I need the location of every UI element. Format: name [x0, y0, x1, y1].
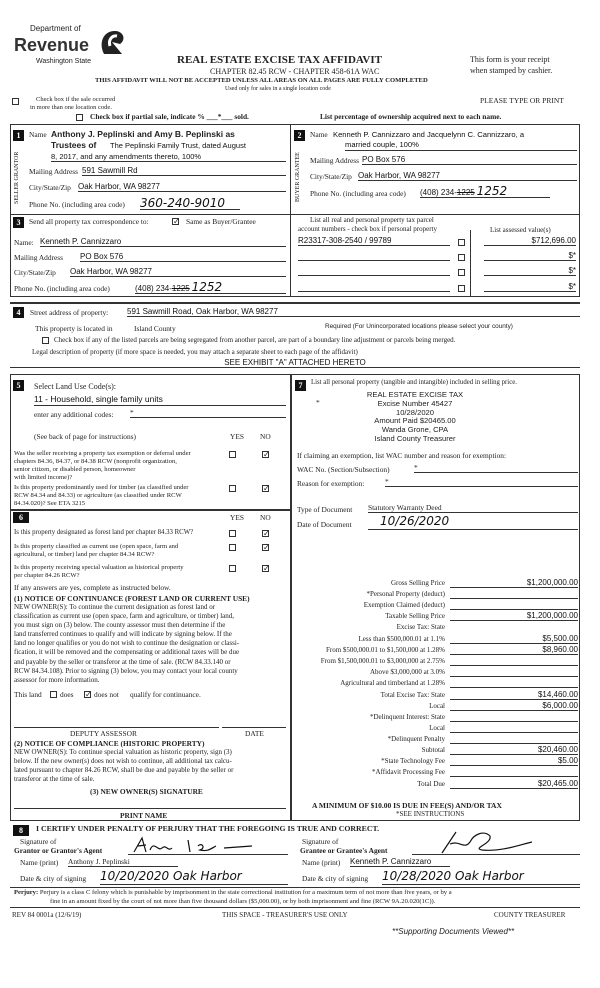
grantee-agent-label: Grantee or Grantee's Agent	[300, 846, 388, 855]
grantor-date-city: 10/20/2020 Oak Harbor	[100, 869, 242, 883]
same-as-buyer-checkbox[interactable]: ✓	[173, 217, 180, 226]
calc-value-field[interactable]	[450, 667, 578, 677]
buyer-grantee-label: BUYER GRANTEE	[295, 152, 301, 203]
land-use-label: Select Land Use Code(s):	[34, 382, 116, 391]
grantee-name-field[interactable]	[350, 857, 450, 867]
tax-phone-label: Phone No. (including area code)	[14, 284, 110, 293]
seller-phone-field[interactable]	[140, 196, 240, 210]
personal-property-checkbox[interactable]	[458, 239, 465, 246]
section-1-badge: 1	[13, 130, 24, 141]
buyer-phone: (408) 234-	[420, 188, 457, 197]
deputy-signature-line[interactable]	[14, 727, 219, 728]
calc-label: *Delinquent Interest: State	[369, 713, 445, 721]
personal-property-checkbox[interactable]	[458, 269, 465, 276]
multi-location-label-1: Check box if the sale occurred	[36, 96, 116, 103]
buyer-phone-label: Phone No. (including area code)	[310, 189, 406, 198]
calc-value: $20,460.00	[537, 745, 578, 754]
parcel-header-1: List all real and personal property tax parcel	[310, 216, 434, 224]
calc-label: Excise Tax: State	[396, 623, 445, 631]
section-6-badge: 6	[13, 512, 29, 523]
street-field[interactable]	[127, 307, 580, 317]
reason-value: *	[385, 477, 389, 486]
this-land-label: This land	[14, 690, 42, 699]
new-owner-signature-line[interactable]	[14, 808, 286, 809]
calc-label: Above $3,000,000 at 3.0%	[369, 668, 445, 676]
minimum-due: A MINIMUM OF $10.00 IS DUE IN FEE(S) AND/OR TAX	[312, 801, 502, 810]
perjury-line-2: fine in an amount fixed by the court of not more than five thousand dollars ($5,000.00), or by both imprisonment and fine (RCW 9A.20.020(1C)).	[50, 898, 436, 905]
section-2-badge: 2	[294, 130, 305, 141]
calc-value-field[interactable]	[450, 701, 578, 711]
see-instructions: *SEE INSTRUCTIONS	[396, 810, 465, 818]
calc-label: Local	[429, 702, 445, 710]
see-back: (See back of page for instructions)	[34, 432, 136, 441]
parcel-account-field[interactable]	[298, 251, 450, 261]
used-only: Used only for sales in a single location code	[225, 86, 331, 92]
seller-name-2: The Peplinski Family Trust, dated August	[110, 141, 246, 150]
calc-label: Total Excise Tax: State	[380, 691, 445, 699]
calc-value-field[interactable]	[450, 611, 578, 621]
calc-label: *Delinquent Penalty	[387, 735, 445, 743]
calc-label: *State Technology Fee	[381, 757, 445, 765]
buyer-phone-correction: 1252	[476, 184, 508, 198]
tax-city-label: City/State/Zip	[14, 268, 56, 277]
tax-phone-struck: 1225	[171, 284, 190, 293]
reason-field[interactable]	[385, 477, 578, 487]
assessed-value: $*	[568, 266, 576, 275]
parcel-header-2: account numbers - check box if personal property	[298, 225, 437, 233]
section-3-badge: 3	[13, 217, 24, 228]
tax-mail: PO Box 576	[80, 252, 124, 261]
calc-value: $8,960.00	[542, 645, 578, 654]
additional-codes: *	[130, 408, 134, 417]
parcel-account-field[interactable]	[298, 236, 450, 246]
calc-label: *Personal Property (deduct)	[366, 590, 445, 598]
calc-value-field[interactable]	[450, 589, 578, 599]
calc-value: $1,200,000.00	[526, 611, 578, 620]
calc-label: Gross Selling Price	[390, 579, 445, 587]
logo-dept: Department of	[30, 24, 81, 33]
legal-description: SEE EXHIBIT "A" ATTACHED HERETO	[224, 358, 366, 367]
new-owner-signature-label: (3) NEW OWNER(S) SIGNATURE	[90, 787, 203, 796]
treasurer-stamp: REAL ESTATE EXCISE TAX Excise Number 45427 10/28/2020 Amount Paid $20465.00 Wanda Grone, CPA Island County Treasurer	[366, 390, 464, 443]
calc-label: Subtotal	[421, 746, 445, 754]
section-4-badge: 4	[13, 307, 24, 318]
doc-type-field[interactable]	[368, 503, 578, 513]
calc-value: $14,460.00	[537, 690, 578, 699]
calc-label: Less than $500,000.01 at 1.1%	[358, 635, 445, 643]
historical-question: Is this property receiving special valuation as historical property per chapter 84.26 RCW?	[14, 564, 184, 579]
logo-revenue: Revenue	[14, 35, 90, 55]
wac-field[interactable]	[414, 463, 578, 473]
print-name-label: PRINT NAME	[120, 811, 168, 820]
historical-no-checkbox[interactable]: ✓	[263, 564, 270, 573]
calc-label: Local	[429, 724, 445, 732]
additional-codes-label: enter any additional codes:	[34, 410, 114, 419]
seller-city: Oak Harbor, WA 98277	[78, 182, 160, 191]
section-5-badge: 5	[13, 380, 24, 391]
forest-yes-checkbox[interactable]	[229, 530, 236, 537]
buyer-phone-struck: 1225	[456, 188, 475, 197]
seller-grantor-label: SELLER GRANTOR	[14, 151, 20, 204]
please-type: PLEASE TYPE OR PRINT	[480, 96, 564, 105]
doc-date: 10/26/2020	[380, 514, 450, 528]
timber-question: Is this property predominantly used for timber (as classified under RCW 84.34 and 84.33) or agriculture (as classified under RCW 84.34.020)? See ETA 3215	[14, 484, 189, 507]
county-treasurer: COUNTY TREASURER	[494, 911, 566, 919]
divider	[10, 907, 580, 908]
grantor-name-label: Name (print)	[20, 858, 59, 867]
exemption-no-checkbox[interactable]: ✓	[263, 450, 270, 459]
calc-value-field[interactable]	[450, 756, 578, 766]
trustees-of: Trustees of	[51, 140, 97, 150]
exemption-yes-checkbox[interactable]	[229, 451, 236, 458]
seller-name-label: Name	[29, 130, 47, 139]
multi-location-checkbox[interactable]	[12, 98, 19, 105]
calc-value: $5.00	[557, 756, 578, 765]
buyer-mail: PO Box 576	[362, 155, 406, 164]
buyer-city: Oak Harbor, WA 98277	[358, 171, 440, 180]
personal-property-checkbox[interactable]	[458, 285, 465, 292]
seller-city-field[interactable]	[78, 182, 286, 192]
doc-date-field[interactable]	[368, 514, 578, 530]
grantee-name-label: Name (print)	[302, 858, 341, 867]
assessed-value-field[interactable]	[484, 266, 576, 276]
treasurer-use-only: THIS SPACE - TREASURER'S USE ONLY	[222, 911, 348, 919]
segregate-checkbox[interactable]	[42, 337, 49, 344]
partial-sale-label: Check box if partial sale, indicate % ___*___ sold.	[90, 112, 249, 121]
divider	[290, 374, 292, 821]
same-as-buyer-label: Same as Buyer/Grantee	[186, 217, 256, 226]
does-qualify-checkbox[interactable]	[50, 691, 57, 698]
calc-value-field[interactable]	[450, 712, 578, 722]
grantor-date-label: Date & city of signing	[20, 874, 87, 883]
legal-label: Legal description of property (if more space is needed, you may attach a separate sheet to each page of the affidavit)	[32, 348, 358, 356]
seller-city-label: City/State/Zip	[29, 183, 71, 192]
calc-label: Agricultural and timberland at 1.28%	[340, 679, 445, 687]
calc-label: Exemption Claimed (deduct)	[363, 601, 445, 609]
tax-phone: (408) 234-	[135, 284, 172, 293]
land-use-select[interactable]	[34, 394, 286, 406]
assessed-value: $712,696.00	[531, 236, 576, 245]
grantor-signature-field[interactable]	[128, 836, 288, 855]
calc-value-field[interactable]	[450, 656, 578, 666]
grantee-signature-field[interactable]	[412, 830, 580, 855]
calc-value: $5,500.00	[542, 634, 578, 643]
grantee-date-label: Date & city of signing	[302, 874, 369, 883]
calc-label: From $1,500,000.01 to $3,000,000 at 2.75%	[320, 657, 445, 665]
tax-city: Oak Harbor, WA 98277	[70, 267, 152, 276]
assessed-value-field[interactable]	[484, 251, 576, 261]
qualify-label: qualify for continuance.	[130, 690, 201, 699]
divider	[10, 509, 290, 511]
segregate-label: Check box if any of the listed parcels are being segregated from another parcel, are part of a boundary line adjustment or parcels being merged.	[54, 336, 456, 344]
assessed-value-field[interactable]	[484, 236, 576, 246]
does-not-label: does not	[94, 690, 119, 699]
exemption-question: Was the seller receiving a property tax exemption or deferral under chapters 84.36, 84.37, or 84.38 RCW (nonprofit organization, senior citizen, or disabled person, homeowner with limited income)?	[14, 450, 191, 481]
deputy-assessor-label: DEPUTY ASSESSOR	[70, 729, 137, 738]
tax-city-field[interactable]	[70, 267, 286, 277]
wac-value: *	[414, 463, 418, 472]
parcel-account: R23317-308-2540 / 99789	[298, 236, 392, 245]
section-8-badge: 8	[13, 825, 29, 836]
calc-value-field[interactable]	[450, 645, 578, 655]
parcel-account-field[interactable]	[298, 266, 450, 276]
calc-value-field[interactable]	[450, 723, 578, 733]
tax-phone-correction: 1252	[191, 280, 223, 294]
assessed-value: $*	[568, 251, 576, 260]
supporting-docs-stamp: **Supporting Documents Viewed**	[392, 927, 515, 936]
additional-codes-field[interactable]	[130, 408, 286, 418]
grantor-signature	[128, 836, 288, 854]
located-label: This property is located in	[35, 324, 113, 333]
forest-no-checkbox[interactable]: ✓	[263, 529, 270, 538]
current-use-question: Is this property classified as current use (open space, farm and agricultural, or timber) land per chapter 84.34 RCW?	[14, 543, 179, 558]
wac-label: WAC No. (Section/Subsection)	[297, 465, 390, 474]
seller-name: Anthony J. Peplinski and Amy B. Peplinski as	[51, 129, 235, 139]
calc-value-field[interactable]	[450, 678, 578, 688]
county[interactable]: Island County	[134, 324, 176, 333]
historical-yes-checkbox[interactable]	[229, 565, 236, 572]
notice-compliance-title: (2) NOTICE OF COMPLIANCE (HISTORIC PROPERTY)	[14, 739, 205, 748]
parcel-account-field[interactable]	[298, 282, 450, 292]
tax-phone-field[interactable]	[135, 280, 286, 294]
seller-name-line	[51, 152, 286, 162]
divider	[10, 214, 580, 215]
calc-label: Total Due	[417, 780, 445, 788]
timber-yes-checkbox[interactable]	[229, 485, 236, 492]
land-use-code: 11 - Household, single family units	[34, 394, 163, 404]
logo-mark-icon	[96, 28, 126, 56]
assessed-value: $*	[568, 282, 576, 291]
buyer-name-1: Kenneth P. Cannizzaro and Jacquelynn C. Cannizzaro, a	[333, 130, 525, 139]
assessed-header: List assessed value(s)	[490, 226, 551, 234]
no-header: NO	[260, 432, 271, 441]
if-any-yes: If any answers are yes, complete as instructed below.	[14, 583, 171, 592]
calc-label: From $500,000.01 to $1,500,000 at 1.28%	[326, 646, 445, 654]
tax-mail-field[interactable]	[80, 252, 286, 262]
page-title: REAL ESTATE EXCISE TAX AFFIDAVIT	[177, 54, 382, 66]
grantee-signature	[412, 830, 580, 854]
calc-value-field[interactable]	[450, 578, 578, 588]
grantor-date-field[interactable]	[100, 869, 288, 885]
doc-type: Statutory Warranty Deed	[368, 503, 442, 512]
divider	[10, 302, 580, 304]
street-address: 591 Sawmill Road, Oak Harbor, WA 98277	[127, 307, 278, 316]
receipt-note-2: when stamped by cashier.	[470, 66, 553, 75]
assessed-value-field[interactable]	[484, 282, 576, 292]
buyer-city-label: City/State/Zip	[310, 172, 352, 181]
calc-value-field[interactable]	[450, 634, 578, 644]
notice-continuance-title: (1) NOTICE OF CONTINUANCE (FOREST LAND OR CURRENT USE)	[14, 594, 250, 603]
perjury-line-1: Perjury: Perjury is a class C felony which is punishable by imprisonment in the state correctional institution for a maximum term of not more than five years, or by a	[14, 889, 452, 896]
partial-sale-checkbox[interactable]	[76, 114, 83, 121]
personal-property-checkbox[interactable]	[458, 254, 465, 261]
tax-name-field[interactable]	[40, 237, 286, 247]
does-not-qualify-checkbox[interactable]: ✓	[85, 690, 92, 699]
forest-question: Is this property designated as forest land per chapter 84.33 RCW?	[14, 529, 194, 536]
seller-mail-label: Mailing Address	[29, 167, 79, 176]
seller-name-3: 8, 2017, and any amendments thereto, 100%	[51, 152, 202, 161]
grantor-sig-of: Signature of	[20, 837, 57, 846]
list-percentage: List percentage of ownership acquired next to each name.	[320, 112, 502, 121]
calc-value-field[interactable]	[450, 745, 578, 755]
send-correspondence-label: Send all property tax correspondence to:	[29, 217, 149, 226]
grantor-name: Anthony J. Peplinski	[68, 857, 130, 866]
grantee-date-city: 10/28/2020 Oak Harbor	[382, 869, 524, 883]
calc-label: Taxable Selling Price	[385, 612, 445, 620]
grantee-name: Kenneth P. Cannizzaro	[350, 857, 432, 866]
calc-value: $6,000.00	[542, 701, 578, 710]
grantee-sig-of: Signature of	[302, 837, 339, 846]
calc-value: $1,200,000.00	[526, 578, 578, 587]
buyer-name-label: Name	[310, 130, 328, 139]
tax-name: Kenneth P. Cannizzaro	[40, 237, 122, 246]
current-use-no-checkbox[interactable]: ✓	[263, 543, 270, 552]
form-revision: REV 84 0001a (12/6/19)	[12, 911, 82, 919]
section-7-badge: 7	[295, 380, 306, 391]
personal-property-label: List all personal property (tangible and intangible) included in selling price.	[311, 379, 517, 386]
buyer-mail-label: Mailing Address	[310, 156, 360, 165]
date-label: DATE	[245, 729, 264, 738]
notice-continuance-text: NEW OWNER(S): To continue the current designation as forest land or classification as current use (open space, farm and agriculture, or timber) land, you must sign on (3) below. The county assessor must then determine if the land transferred continues to qualify and will indicate by signing below. If the land no longer qualifies or you do not wish to continue the designation or classi- fication, it will be removed and the compensating or additional taxes will be due and payable by the seller or transferor at the time of sale. (RCW 84.33.140 or RCW 84.34.108). Prior to signing (3) below, you may contact your local county assessor for more information.	[14, 603, 240, 684]
timber-no-checkbox[interactable]: ✓	[263, 484, 270, 493]
yes-header: YES	[230, 432, 244, 441]
street-label: Street address of property:	[30, 308, 109, 317]
divider	[290, 214, 291, 297]
divider	[470, 230, 471, 297]
yes-header: YES	[230, 513, 244, 522]
tax-mail-label: Mailing Address	[14, 253, 64, 262]
seller-phone: 360-240-9010	[140, 196, 226, 210]
personal-property-value: *	[316, 398, 320, 407]
tax-name-label: Name:	[14, 238, 34, 247]
chapter-line: CHAPTER 82.45 RCW - CHAPTER 458-61A WAC	[210, 67, 380, 76]
calc-value-field[interactable]	[450, 779, 578, 789]
does-label: does	[60, 690, 74, 699]
certify-statement: I CERTIFY UNDER PENALTY OF PERJURY THAT THE FOREGOING IS TRUE AND CORRECT.	[36, 824, 380, 833]
doc-type-label: Type of Document	[297, 505, 353, 514]
grantee-date-field[interactable]	[382, 869, 580, 885]
no-header: NO	[260, 513, 271, 522]
divider	[10, 887, 580, 888]
seller-mail: 591 Sawmill Rd	[82, 166, 138, 175]
calc-value-field[interactable]	[450, 767, 578, 777]
legal-description-field[interactable]	[10, 358, 580, 368]
calc-value: $20,465.00	[537, 779, 578, 788]
calc-value-field[interactable]	[450, 600, 578, 610]
calc-label: *Affidavit Processing Fee	[372, 768, 445, 776]
grantor-name-field[interactable]	[68, 857, 178, 867]
multi-location-label-2: in more than one location code.	[30, 104, 112, 111]
seller-mail-field[interactable]	[82, 166, 286, 176]
warning-line: THIS AFFIDAVIT WILL NOT BE ACCEPTED UNLESS ALL AREAS ON ALL PAGES ARE FULLY COMPLETED	[95, 77, 428, 84]
logo-state: Washington State	[36, 58, 91, 65]
grantor-agent-label: Grantor or Grantor's Agent	[14, 846, 103, 855]
notice-compliance-text: NEW OWNER(S): To continue special valuation as historic property, sign (3) below. If the new owner(s) does not wish to continue, all additional tax calcu- lated pursuant to chapter 84.26 RCW, shall be due and payable by the seller or transferor at the time of sale.	[14, 748, 234, 784]
buyer-name-2: married couple, 100%	[345, 140, 419, 149]
buyer-mail-field[interactable]	[362, 155, 577, 165]
reason-label: Reason for exemption:	[297, 479, 365, 488]
receipt-note-1: This form is your receipt	[470, 55, 550, 64]
buyer-name-line	[345, 141, 577, 151]
deputy-date-line[interactable]	[222, 727, 286, 728]
claiming-exemption-label: If claiming an exemption, list WAC number and reason for exemption:	[297, 451, 507, 460]
county-required: Required (For Unincorporated locations please select your county)	[325, 323, 513, 330]
calc-value-field[interactable]	[450, 734, 578, 744]
doc-date-label: Date of Document	[297, 520, 352, 529]
calc-value-field[interactable]	[450, 690, 578, 700]
seller-phone-label: Phone No. (including area code)	[29, 200, 125, 209]
buyer-city-field[interactable]	[358, 171, 577, 181]
buyer-phone-field[interactable]	[420, 184, 550, 198]
current-use-yes-checkbox[interactable]	[229, 544, 236, 551]
